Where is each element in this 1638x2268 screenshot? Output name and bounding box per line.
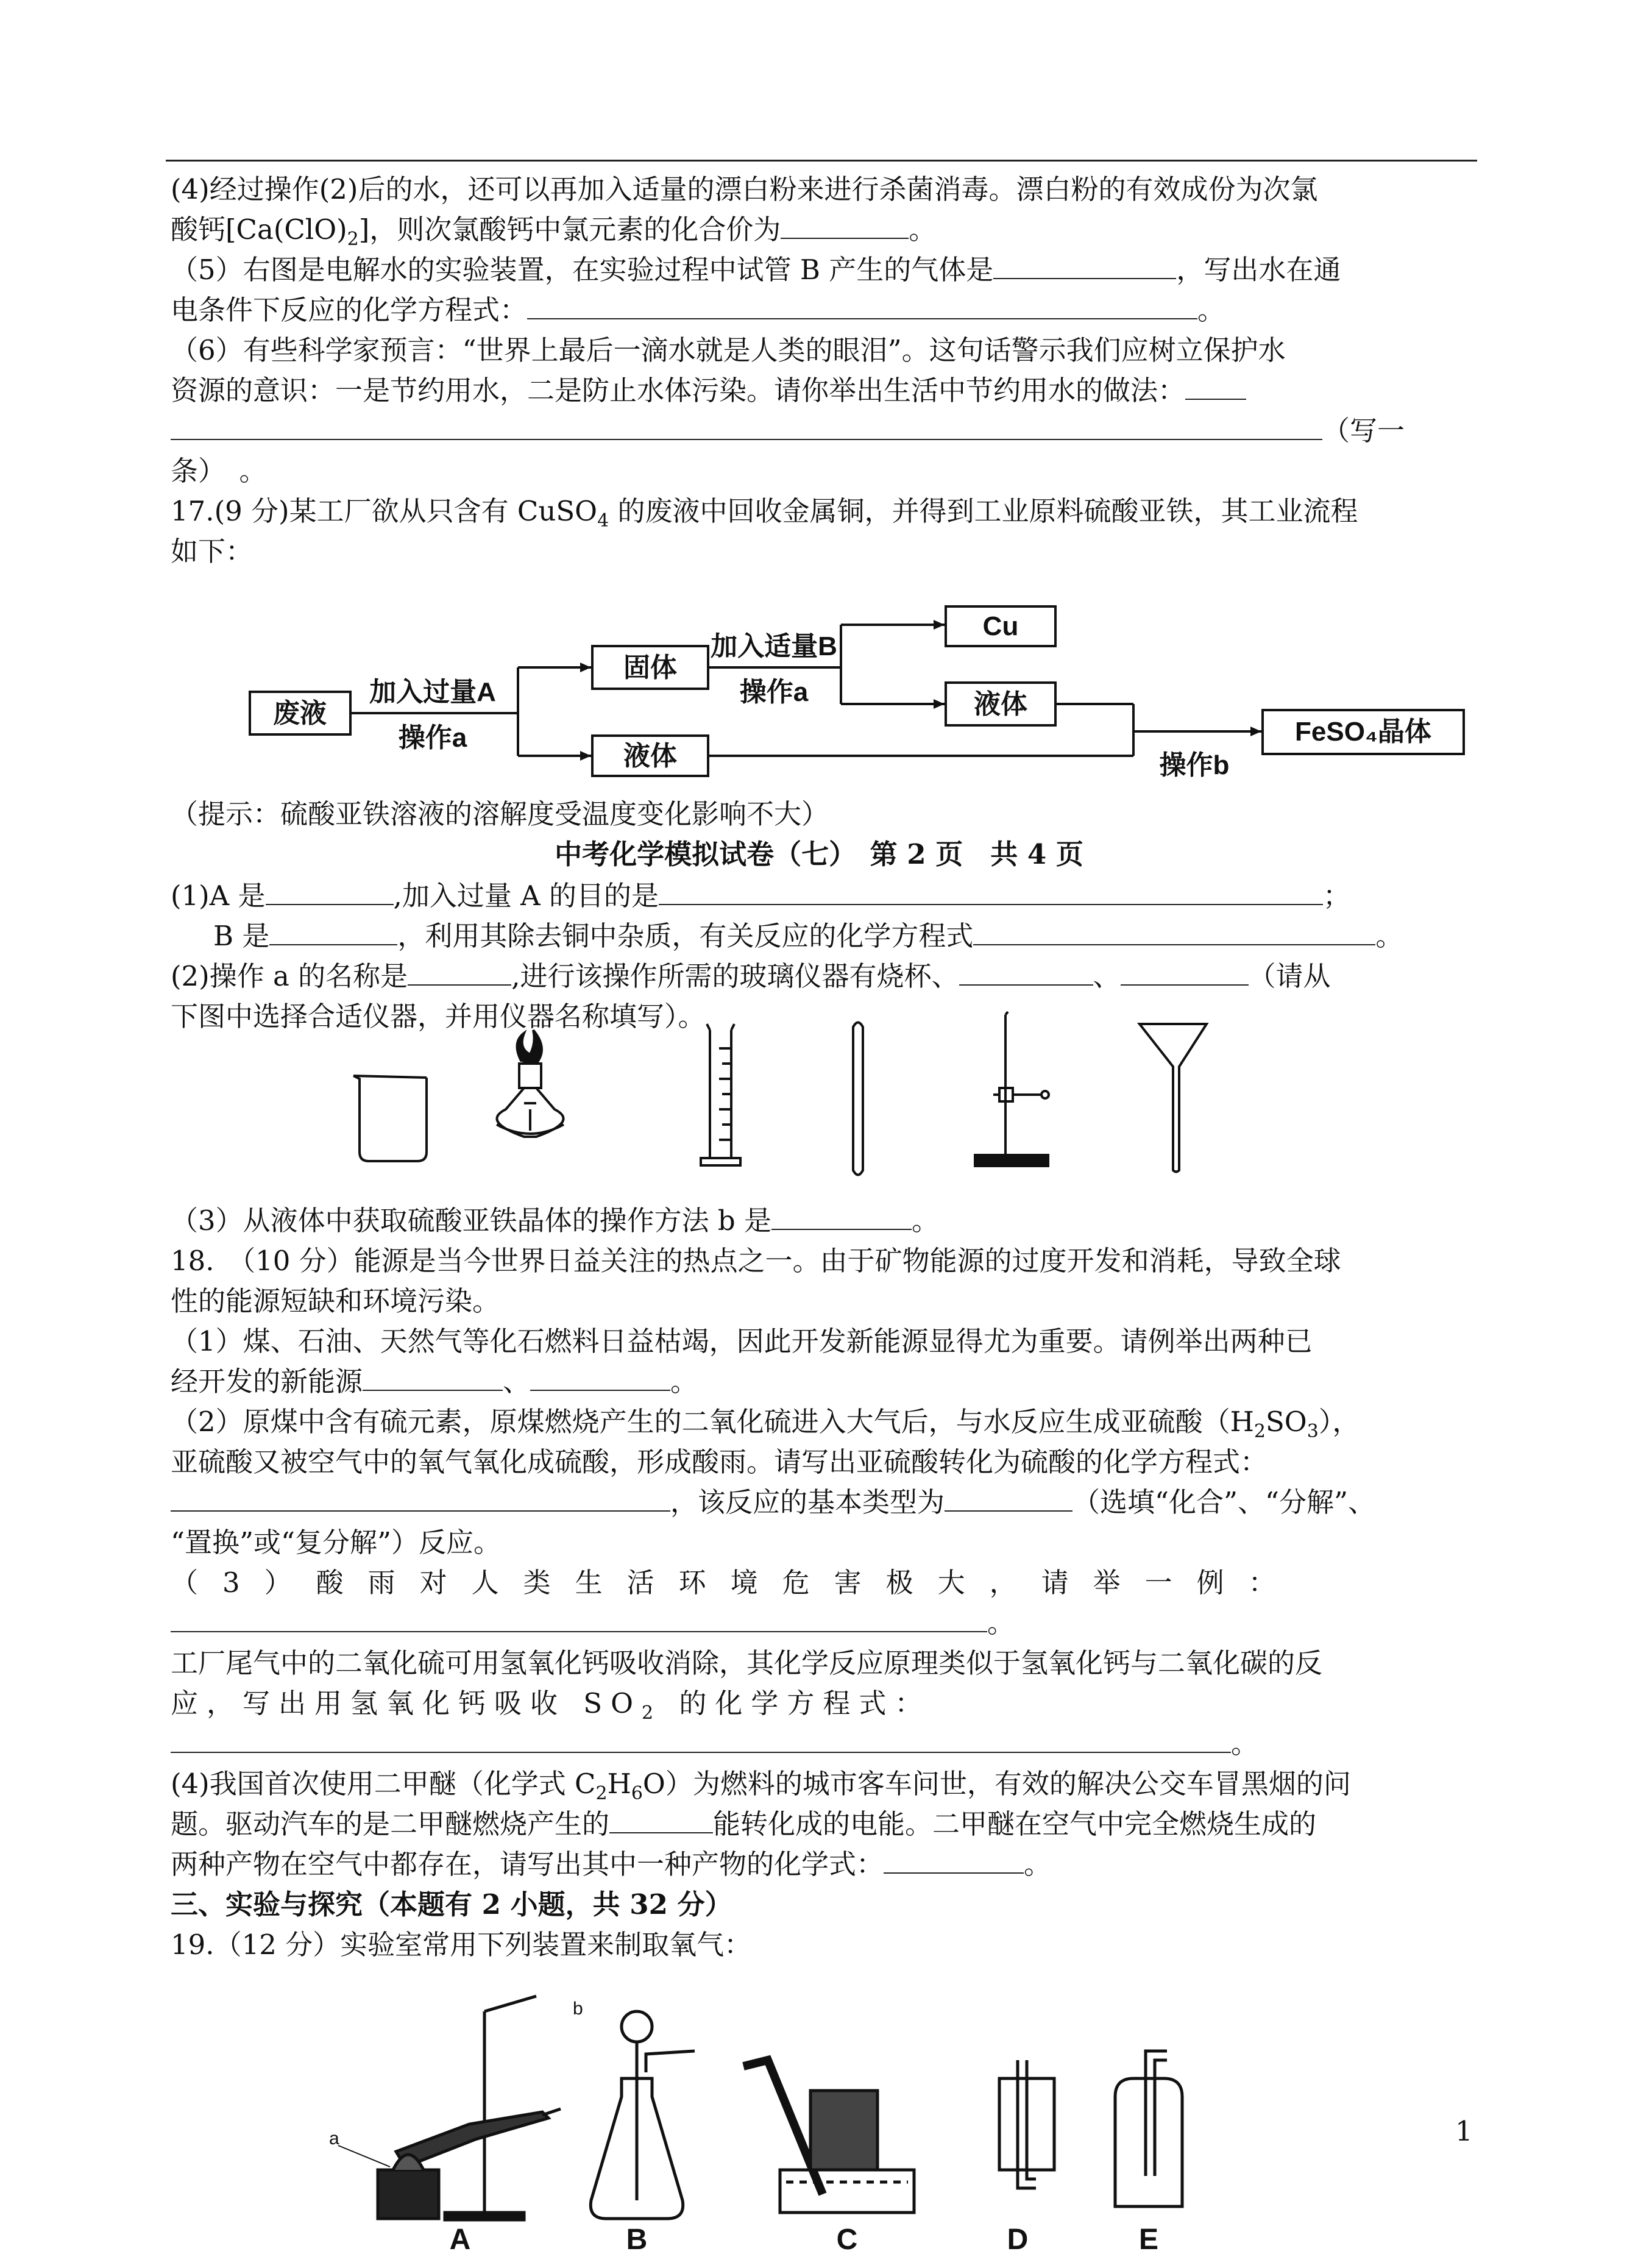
answer-blank[interactable] [266,877,394,905]
q18-p3-line5: 。 [171,1724,1258,1764]
answer-blank[interactable] [408,958,511,986]
q16-p4-line1: (4)经过操作(2)后的水，还可以再加入适量的漂白粉来进行杀菌消毒。漂白粉的有效成份为次氯 [171,173,1318,205]
q16-p6-line3: （写一 [171,411,1405,451]
q18-p4-line2: 题。驱动汽车的是二甲醚燃烧产生的 能转化成的电能。二甲醚在空气中完全燃烧生成的 [171,1804,1316,1844]
answer-blank[interactable] [171,1725,1231,1753]
glass-rod-icon [853,1023,863,1175]
q17-q1-line2: B 是 ，利用其除去铜中杂质，有关反应的化学方程式 。 [213,916,1403,956]
beaker-icon [353,1076,427,1161]
q17-q2-line1: (2)操作 a 的名称是 ,进行该操作所需的玻璃仪器有烧杯、 、 （请从 [171,956,1331,997]
q18-p4-line3: 两种产物在空气中都存在，请写出其中一种产物的化学式： 。 [171,1844,1051,1885]
oxygen-apparatus-figure [305,1993,1292,2255]
label-d: D [1007,2224,1029,2255]
answer-blank[interactable] [1185,372,1246,400]
flow-product-label: FeSO₄晶体 [1295,717,1431,747]
q18-p2-line1: （2）原煤中含有硫元素，原煤燃烧产生的二氧化硫进入大气后，与水反应生成亚硫酸$(H_2SO_3)$， [171,1406,1360,1442]
label-e: E [1138,2224,1159,2255]
q16-p6-line4: 条） 。 [171,455,267,487]
alcohol-lamp-icon [497,1030,564,1137]
flow-liquid2-label: 液体 [974,689,1027,719]
graduated-cylinder-icon [701,1024,740,1165]
apparatus-b [590,2011,695,2219]
flow-step1-bottom: 操作a [398,723,467,753]
apparatus-c [743,2060,914,2213]
flow-cu-label: Cu [982,611,1019,641]
q16-p6-line1: （6）有些科学家预言：“世界上最后一滴水就是人类的眼泪”。这句话警示我们应树立保护水 [171,334,1286,366]
apparatus-a [338,1996,561,2220]
q17-q1-line1: (1)A 是 ,加入过量 A 的目的是 ； [171,876,1350,916]
section-3-title: 三、实验与探究（本题有 2 小题，共 32 分） [171,1888,732,1921]
answer-blank[interactable] [973,917,1375,945]
q18-p4-line1: (4)我国首次使用二甲醚（化学式 $C_2H_6O$）为燃料的城市客车问世，有效的解决公交车冒黑烟的问 [171,1768,1351,1804]
q18-p3-line3: 工厂尾气中的二氧化硫可用氢氧化钙吸收消除，其化学反应原理类似于氢氧化钙与二氧化碳的反 [171,1647,1323,1679]
q18-p1-line2: 经开发的新能源 、 。 [171,1362,698,1402]
q17-intro-line2: 如下： [171,535,254,567]
answer-blank[interactable] [1121,958,1249,986]
q18-p1-line1: （1）煤、石油、天然气等化石燃料日益枯竭，因此开发新能源显得尤为重要。请例举出两种已 [171,1325,1313,1357]
answer-blank[interactable] [171,1604,987,1632]
answer-blank[interactable] [884,1846,1024,1874]
apparatus-d [999,2060,1054,2188]
answer-blank[interactable] [527,291,1197,319]
answer-blank[interactable] [269,917,397,945]
label-c: C [836,2224,858,2255]
page-number: 1 [1455,2115,1473,2147]
iron-stand-icon [975,1012,1049,1166]
q17-q2-line2: 下图中选择合适仪器，并用仪器名称填写）。 [171,1000,706,1033]
label-small-a: a [329,2128,339,2149]
header-rule [166,160,1477,162]
q18-p2-line2: 亚硫酸又被空气中的氧气氧化成硫酸，形成酸雨。请写出亚硫酸转化为硫酸的化学方程式： [171,1446,1268,1478]
answer-blank[interactable] [530,1363,670,1391]
answer-blank[interactable] [659,877,1323,905]
q16-p5-line2: 电条件下反应的化学方程式： 。 [171,290,1225,330]
flow-waste-label: 废液 [273,699,327,728]
answer-blank[interactable] [781,211,909,239]
label-a: A [449,2224,471,2255]
answer-blank[interactable] [771,1202,912,1230]
answer-blank[interactable] [993,251,1176,279]
answer-blank[interactable] [945,1484,1072,1512]
q19-intro: 19.（12 分）实验室常用下列装置来制取氧气： [171,1929,752,1961]
q18-intro-line2: 性的能源短缺和环境污染。 [171,1285,500,1317]
funnel-icon [1140,1024,1207,1172]
answer-blank[interactable] [959,958,1093,986]
q16-p5-line1: （5）右图是电解水的实验装置，在实验过程中试管 B 产生的气体是 ，写出水在通 [171,250,1341,290]
flow-step1-top: 加入过量A [369,677,496,707]
q18-p3-line4: 应，写出用氢氧化钙吸收 $SO_2$ 的化学方程式： [171,1687,931,1724]
answer-blank[interactable] [363,1363,503,1391]
flow-solid-label: 固体 [623,653,677,683]
q16-p6-line2: 资源的意识：一是节约用水，二是防止水体污染。请你举出生活中节约用水的做法： [171,371,1246,411]
label-small-b: b [573,1999,583,2019]
process-flow-diagram [232,591,1487,798]
answer-blank[interactable] [171,1484,670,1512]
answer-blank[interactable] [171,412,1322,440]
label-b: B [626,2224,648,2255]
answer-blank[interactable] [609,1805,713,1833]
flow-step3-label: 操作b [1159,750,1230,780]
q18-intro-line1: 18. （10 分）能源是当今世界日益关注的热点之一。由于矿物能源的过度开发和消耗，导致全球 [171,1245,1341,1277]
q17-hint: （提示：硫酸亚铁溶液的溶解度受温度变化影响不大） [171,798,829,830]
apparatus-e [1115,2051,1182,2206]
q18-p2-line4: “置换”或“复分解”）反应。 [171,1526,502,1559]
flow-step2-bottom: 操作a [739,677,809,707]
page-footer: 中考化学模拟试卷（七） 第 2 页 共 4 页 [555,838,1083,870]
q18-p2-line3: ，该反应的基本类型为 （选填“化合”、“分解”、 [171,1482,1375,1523]
flow-step2-top: 加入适量B [711,631,837,661]
flow-liquid1-label: 液体 [623,741,677,771]
q17-intro: 17.(9 分)某工厂欲从只含有 CuSO$_4$ 的废液中回收金属铜，并得到工业原料硫酸亚铁，其工业流程 [171,495,1358,531]
q18-p3-line2: 。 [171,1603,1015,1643]
q16-p4-line2: 酸钙$[Ca(ClO)_2]$，则次氯酸钙中氯元素的化合价为 。 [171,210,936,260]
q18-p3-line1: （3）酸雨对人类生活环境危害极大，请举一例： [171,1566,1300,1599]
q17-q3: （3）从液体中获取硫酸亚铁晶体的操作方法 b 是 。 [171,1201,939,1241]
